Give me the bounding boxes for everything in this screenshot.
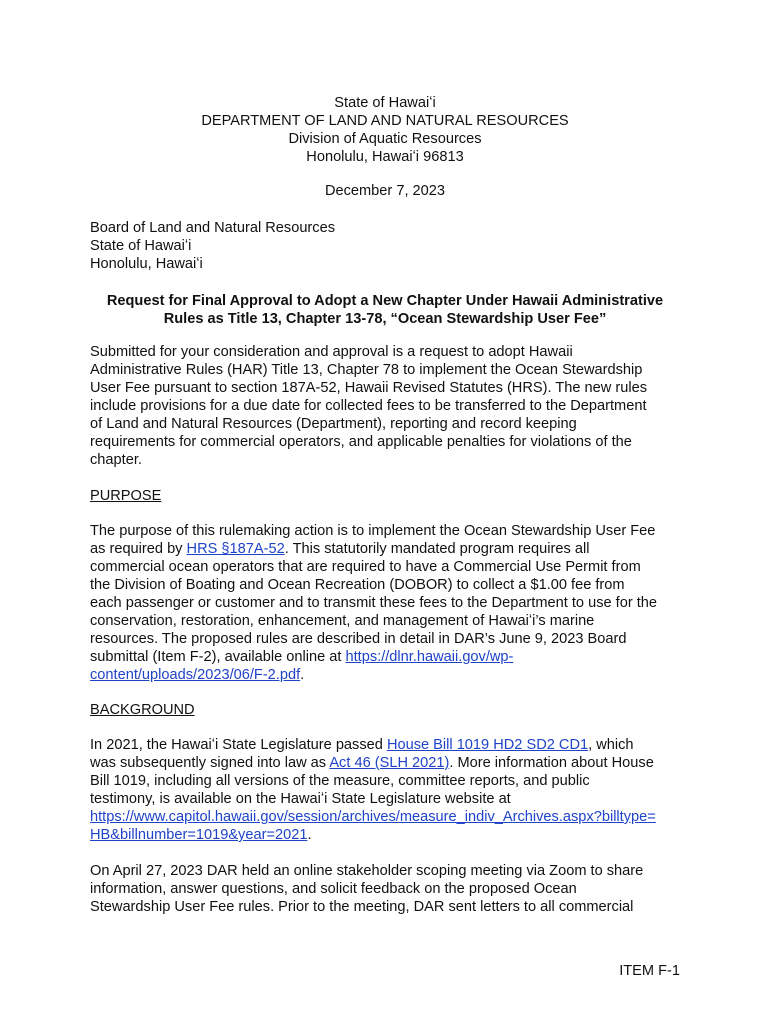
background-paragraph-2 [90,862,690,916]
background-line: information, answer questions, and solicit feedback on the proposed Ocean [90,881,577,897]
letterhead-department: DEPARTMENT OF LAND AND NATURAL RESOURCES [201,113,569,129]
background-line [90,754,690,772]
letterhead-city: Honolulu, Hawaiʻi 96813 [306,149,464,165]
purpose-line: resources. The proposed rules are described in detail in DAR’s June 9, 2023 Board [90,631,627,647]
intro-paragraph [90,343,690,469]
purpose-line [90,666,690,684]
purpose-line: the Division of Boating and Ocean Recreation (DOBOR) to collect a $1.00 fee from [90,577,625,593]
addressee-block [90,219,690,273]
purpose-line: conservation, restoration, enhancement, and management of Hawaiʻi’s marine [90,613,595,629]
purpose-text: . This statutorily mandated program requires all [284,541,590,557]
background-paragraph [90,736,690,844]
document-date: December 7, 2023 [324,183,446,199]
letterhead-state: State of Hawaiʻi [334,95,436,111]
hrs-187a-52-link[interactable]: HRS §187A-52 [186,541,285,557]
board-submittal-link[interactable]: https://dlnr.hawaii.gov/wp- [345,649,514,665]
purpose-text: as required by [90,541,187,557]
background-text: . More information about House [449,755,654,771]
background-line: Bill 1019, including all versions of the measure, committee reports, and public [90,773,590,789]
background-text: , which [588,737,634,753]
title-line: Request for Final Approval to Adopt a New Chapter Under Hawaii Administrative [106,293,664,309]
purpose-text: submittal (Item F-2), available online at [90,649,346,665]
addressee-line: Board of Land and Natural Resources [90,220,336,236]
letterhead-division: Division of Aquatic Resources [288,131,482,147]
purpose-text: . [300,667,305,683]
board-submittal-link-continued[interactable]: content/uploads/2023/06/F-2.pdf [90,667,301,683]
purpose-line: The purpose of this rulemaking action is to implement the Ocean Stewardship User Fee [90,523,656,539]
purpose-line: commercial ocean operators that are required to have a Commercial Use Permit from [90,559,641,575]
background-line [90,826,690,844]
intro-line: Submitted for your consideration and approval is a request to adopt Hawaii [90,344,573,360]
legislature-archive-link-continued[interactable]: HB&billnumber=1019&year=2021 [90,827,308,843]
title-line: Rules as Title 13, Chapter 13-78, “Ocean Stewardship User Fee” [163,311,607,327]
addressee-line: Honolulu, Hawaiʻi [90,256,203,272]
background-line: On April 27, 2023 DAR held an online stakeholder scoping meeting via Zoom to share [90,863,644,879]
document-title [0,292,770,328]
intro-line: include provisions for a due date for collected fees to be transferred to the Department [90,398,647,414]
background-line: testimony, is available on the Hawaiʻi State Legislature website at [90,791,511,807]
background-heading: BACKGROUND [90,702,195,718]
background-text: In 2021, the Hawaiʻi State Legislature passed [90,737,387,753]
background-line: Stewardship User Fee rules. Prior to the meeting, DAR sent letters to all commercial [90,899,634,915]
purpose-line [90,648,690,666]
letterhead [0,94,770,166]
purpose-heading: PURPOSE [90,488,162,504]
background-line [90,808,690,826]
purpose-line: each passenger or customer and to transmit these fees to the Department to use for the [90,595,658,611]
background-text: . [307,827,312,843]
purpose-paragraph [90,522,690,684]
background-line [90,736,690,754]
intro-line: chapter. [90,452,142,468]
intro-line: requirements for commercial operators, and applicable penalties for violations of the [90,434,632,450]
background-text: was subsequently signed into law as [90,755,330,771]
legislature-archive-link[interactable]: https://www.capitol.hawaii.gov/session/archives/measure_indiv_Archives.aspx?billtype= [90,809,656,825]
addressee-line: State of Hawaiʻi [90,238,192,254]
purpose-line [90,540,690,558]
act-46-link[interactable]: Act 46 (SLH 2021) [329,755,450,771]
item-label: ITEM F-1 [619,963,680,979]
house-bill-1019-link[interactable]: House Bill 1019 HD2 SD2 CD1 [386,737,589,753]
intro-line: of Land and Natural Resources (Department), reporting and record keeping [90,416,577,432]
intro-line: Administrative Rules (HAR) Title 13, Chapter 78 to implement the Ocean Stewardship [90,362,643,378]
intro-line: User Fee pursuant to section 187A-52, Hawaii Revised Statutes (HRS). The new rules [90,380,647,396]
